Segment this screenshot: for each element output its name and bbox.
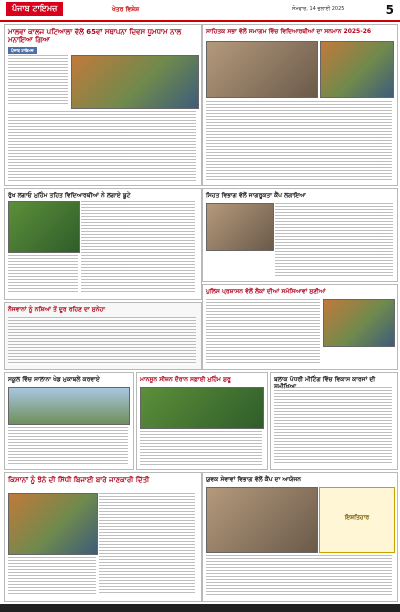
article-photo	[206, 203, 274, 251]
headline: ਬਲਾਕ ਪੱਧਰੀ ਮੀਟਿੰਗ ਵਿੱਚ ਵਿਕਾਸ ਕਾਰਜਾਂ ਦੀ	[274, 376, 376, 383]
byline-badge: ਪੰਜਾਬ ਟਾਇਮਜ਼	[8, 47, 37, 54]
article-right-top	[202, 24, 398, 186]
article-text	[206, 555, 392, 597]
article-photo	[323, 299, 395, 347]
headline: ਪੁਲਿਸ ਪ੍ਰਸ਼ਾਸਨ ਵੱਲੋਂ ਲੋਕਾਂ ਦੀਆਂ ਸਮੱਸਿਆਵਾਂ ਸੁਣੀਆਂ	[206, 288, 326, 295]
headline: ਸਾਹਿਤਕ ਸਭਾ ਵੱਲੋਂ ਸਮਾਗਮ ਵਿੱਚ ਵਿਦਿਆਰਥੀਆਂ ਦਾ ਸਨਮਾਨ 2025-26	[206, 28, 372, 35]
article-bottom	[202, 472, 398, 602]
ad-label: ਇਸ਼ਤਿਹਾਰ	[344, 514, 370, 521]
headline-lead: ਮਾਲਵਾ ਕਾਲਜ ਪਟਿਆਲਾ ਵੱਲੋਂ 65ਵਾਂ ਸਥਾਪਨਾ ਦਿਵਸ ਧੂਮਧਾਮ ਨਾਲ ਮਨਾਇਆ ਗਿਆ	[8, 28, 182, 44]
article-photo	[8, 387, 130, 425]
dateline: ਸੋਮਵਾਰ, 14 ਜੁਲਾਈ 2025	[292, 6, 345, 12]
article	[202, 188, 398, 282]
article-text	[8, 317, 196, 365]
masthead	[0, 0, 400, 22]
headline: ਸਕੂਲ ਵਿੱਚ ਸਾਲਾਨਾ ਖੇਡ ਮੁਕਾਬਲੇ ਕਰਵਾਏ	[8, 376, 100, 383]
article-text	[99, 493, 195, 595]
article-photo	[206, 487, 318, 553]
article-text	[8, 111, 196, 181]
article-text	[8, 557, 96, 595]
article-text	[8, 55, 68, 105]
article-photo	[71, 55, 199, 109]
headline: ਯੁਵਕ ਸੇਵਾਵਾਂ ਵਿਭਾਗ ਵੱਲੋਂ ਕੈਂਪ ਦਾ ਆਯੋਜਨ	[206, 476, 302, 483]
article	[4, 302, 202, 370]
article-bottom	[4, 472, 202, 602]
article-text	[8, 427, 128, 465]
article-text	[140, 431, 262, 465]
article-text	[206, 101, 392, 181]
headline: ਨੌਜਵਾਨਾਂ ਨੂੰ ਨਸ਼ਿਆਂ ਤੋਂ ਦੂਰ ਰਹਿਣ ਦਾ ਸੁਨੇਹਾ	[8, 306, 105, 313]
article	[4, 372, 134, 470]
article	[4, 188, 202, 300]
article-text	[275, 203, 393, 277]
headline: ਸਿਹਤ ਵਿਭਾਗ ਵੱਲੋਂ ਜਾਗਰੂਕਤਾ ਕੈਂਪ ਲਗਾਇਆ	[206, 192, 306, 199]
article-photo	[140, 387, 264, 429]
article	[202, 284, 398, 370]
article	[136, 372, 268, 470]
headline: ਕਿਸਾਨਾਂ ਨੂੰ ਝੋਨੇ ਦੀ ਸਿੱਧੀ ਬਿਜਾਈ ਬਾਰੇ ਜਾਣਕਾਰੀ ਦਿੱਤੀ	[8, 476, 150, 484]
article-photo	[206, 41, 318, 98]
article-photo	[320, 41, 394, 98]
advertisement	[319, 487, 395, 553]
page-footer	[0, 604, 400, 612]
newspaper-logo: ਪੰਜਾਬ ਟਾਇਮਜ਼	[6, 2, 63, 16]
article-text	[274, 387, 392, 465]
page-number: 5	[385, 3, 394, 17]
article-lead	[4, 24, 202, 186]
article-photo	[8, 493, 98, 555]
article-text	[8, 255, 78, 293]
article-text	[206, 299, 320, 365]
headline: ਰੁੱਖ ਲਗਾਓ ਮੁਹਿੰਮ ਤਹਿਤ ਵਿਦਿਆਰਥੀਆਂ ਨੇ ਲਗਾਏ ਬੂਟੇ	[8, 192, 131, 199]
article	[270, 372, 398, 470]
headline: ਮਾਨਸੂਨ ਸੀਜ਼ਨ ਦੌਰਾਨ ਸਫ਼ਾਈ ਮੁਹਿੰਮ ਸ਼ੁਰੂ	[140, 376, 231, 383]
article-text	[81, 201, 195, 293]
article-photo	[8, 201, 80, 253]
section-title: ਖੇਤਰ ਵਿਸ਼ੇਸ਼	[112, 6, 140, 13]
